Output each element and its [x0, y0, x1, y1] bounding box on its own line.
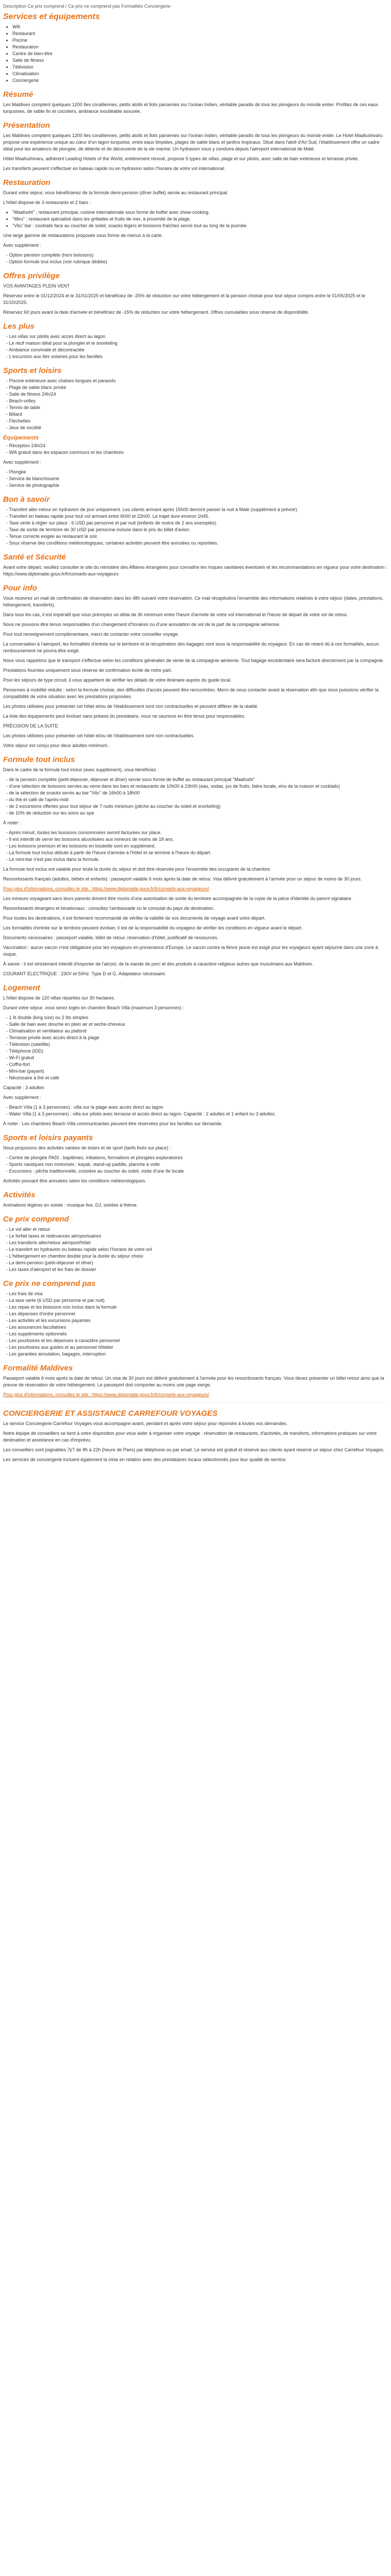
list-item: - Mini-bar (payant): [6, 1069, 44, 1074]
conciergerie-text-4: Les services de conciergerie incluent également la mise en relation avec des prestataires locaux sélectionnés pour leur qualité de service.: [3, 1457, 287, 1462]
list-item: • Centre de bien-être: [12, 50, 388, 57]
pour-info-title: Pour info: [3, 584, 37, 592]
list-item: - Coffre-fort: [6, 1062, 30, 1067]
list-item: - Les suppléments optionnels: [6, 1331, 67, 1336]
restauration-text-4: Avec supplément :: [3, 243, 41, 248]
list-item: - Les activités et les excursions payantes: [6, 1318, 91, 1323]
ne-prix-title: Ce prix ne comprend pas: [3, 1279, 96, 1288]
list-item: - Transfert en bateau rapide pour tout vol arrivant entre 6h00 et 22h00. Le trajet dure environ 1h45.: [6, 514, 209, 519]
list-item: - Billard: [6, 412, 22, 417]
sports-loisirs-list: [3, 1155, 388, 1175]
sports-section: [3, 366, 388, 489]
activites-section: [3, 1191, 388, 1209]
precision-text: Les photos utilisées pour présenter cet hôtel et/ou de l'établissement sont non contractuelles.: [3, 733, 194, 738]
formalites-title: Formalité Maldives: [3, 1364, 73, 1372]
conseils-text: Ressortissants français (adultes, bébés et enfants) : passeport valable 6 mois après la date de retour. Visa délivré gratuitement à l'arrivée pour un séjour de moins de 30 jours.: [3, 876, 362, 882]
list-item: - Climatisation et ventilateur au plafond: [6, 1028, 87, 1033]
sante-section: [3, 553, 388, 578]
ce-prix-title: Ce prix comprend: [3, 1215, 69, 1224]
list-item: - Service de blanchisserie: [6, 476, 60, 481]
restaurants-list: [3, 209, 388, 229]
list-item: - Centre de plongée PADI : baptêmes, initiations, formations et plongées exploratoires: [6, 1155, 183, 1160]
list-item: - Le transfert en hydravion ou bateau rapide selon l'horaire de votre vol: [6, 1247, 152, 1252]
sports-title: Sports et loisirs: [3, 366, 62, 375]
presentation-section: [3, 121, 388, 172]
entree-text-3: Vaccination : aucun vaccin n'est obligatoire pour les voyageurs en provenance d'Europe. Le vaccin contre la fièvre jaune est exigé pour les voyageurs ayant séjourné dans une zone à risque.: [3, 945, 378, 957]
list-item: - 1 lit double (king size) ou 2 lits simples: [6, 1015, 89, 1020]
restauration-title: Restauration: [3, 178, 51, 187]
restauration-options: [3, 252, 388, 265]
list-item: - Option pension complète (hors boissons): [6, 252, 94, 258]
list-item: • Salle de fitness: [12, 57, 388, 64]
cancel-text-2: Nous vous rappelons que le transport s'effectue selon les conditions générales de vente de la compagnie aérienne. Tout bagage excédentaire sera facturé directement par la compagnie.: [3, 658, 384, 663]
pour-info-text-2: Dans tous les cas, il est impératif que vous prévoyiez un délai de 3h minimum entre l'heure d'arrivée de votre vol international et l'heure de départ de votre vol de retour.: [3, 612, 348, 617]
divider: [3, 1402, 388, 1403]
list-item: - Les boissons premium et les boissons en bouteille sont en supplément.: [6, 843, 156, 849]
list-item: - Le mini-bar n'est pas inclus dans la formule.: [6, 857, 100, 862]
list-item: - Les pourboires aux guides et au personnel hôtelier: [6, 1345, 113, 1350]
resume-title: Résumé: [3, 90, 34, 99]
list-item: - de 2 excursions offertes pour tout séjour de 7 nuits minimum (pêche au coucher du soleil et snorkeling): [6, 804, 221, 809]
list-item: - Jeux de société: [6, 425, 42, 430]
presentation-text: Les Maldives comptent quelques 1200 îles coralliennes, petits atolls et îlots parsemés sur l'océan Indien, véritable paradis de tous les plongeurs du monde entier. Le Hotel Maafushivaru propose une expérience unique au cœur d'un lagon turquoise, entre eaux limpides, plages de sable blanc et jardins tropicaux. Situé dans l'atoll d'Ari Sud, l'établissement offre un cadre idéal pour les amateurs de plongée, de détente et de découverte de la vie marine. Un hydravion vous y conduira depuis l'aéroport international de Malé.: [3, 133, 383, 151]
list-item: • Climatisation: [12, 71, 388, 77]
pour-info-text-3: Nous ne pouvons être tenus responsables d'un changement d'horaires ou d'une annulation de vol de la part de la compagnie aérienne.: [3, 622, 281, 627]
list-item: - de 10% de réduction sur les soins au spa: [6, 810, 94, 816]
conciergerie-text-3: Les conseillers sont joignables 7j/7 de 8h à 22h (heure de Paris) par téléphone ou par email. Le service est gratuit et réservé aux clients ayant réservé un séjour chez Carrefour Voyages.: [3, 1447, 385, 1452]
list-item: - Les dépenses d'ordre personnel: [6, 1311, 75, 1316]
entree-text-2: Documents nécessaires : passeport valable, billet de retour, réservation d'hôtel, justificatif de ressources.: [3, 935, 219, 940]
restauration-text-2: L'hôtel dispose de 3 restaurants et 2 bars :: [3, 200, 91, 205]
personnes-text-2: Les photos utilisées pour présenter cet hôtel et/ou de l'établissement sont non contractuelles et peuvent différer de la réalité.: [3, 704, 258, 709]
list-item: - L'excursion aux îles voisines pour les familles: [6, 354, 103, 359]
services-section: [3, 12, 388, 84]
offres-title: Offres privilège: [3, 272, 60, 280]
ce-prix-list: [3, 1226, 388, 1273]
offres-text-2: Réservez 60 jours avant la date d'arrivée et bénéficiez de -15% de réduction sur votre hébergement. Offres cumulables sous réserve de disponibilité.: [3, 310, 309, 315]
list-item: - Les garanties annulation, bagages, interruption: [6, 1351, 106, 1357]
list-item: - Option formule tout inclus (voir rubrique dédiée): [6, 259, 107, 264]
list-item: - Wifi gratuit dans les espaces communs et les chambres: [6, 450, 124, 455]
list-item: - Beach Villa (1 à 3 personnes) : villa sur la plage avec accès direct au lagon: [6, 1105, 164, 1110]
list-item: - Wi-Fi gratuit: [6, 1055, 35, 1060]
presentation-text-2: Hôtel Maafushivaru, adhérent Leading Hotels of the World, entièrement rénové, propose 5 types de villas, plage et sur pilotis, avec salle de bain extérieure et terrasse privée.: [3, 156, 359, 161]
list-item: • Wifi: [12, 24, 388, 30]
a-noter-text: La formule tout inclus est valable pour toute la durée du séjour et doit être réservée pour l'ensemble des occupants de la chambre.: [3, 867, 271, 872]
list-item: - Les frais de visa: [6, 1291, 43, 1296]
plus-title: Les plus: [3, 322, 35, 331]
list-item: - Beach-volley: [6, 398, 36, 403]
list-item: • Télévision: [12, 64, 388, 71]
personnes-text-3: La liste des équipements peut évoluer sans préavis du prestataire, nous ne saurions en être tenus pour responsables.: [3, 714, 246, 719]
logement-list-2: [3, 1104, 388, 1117]
paid-list: [3, 469, 388, 489]
sante-text: Avant votre départ, veuillez consulter le site du ministère des Affaires étrangères pour connaître les risques sanitaires éventuels et les recommandations en vigueur pour votre destination : https://www.diplomatie.gouv.fr/fr/conseils-aux-voyageurs: [3, 565, 387, 577]
pour-info-text: Vous recevrez un mail de confirmation de réservation dans les 48h suivant votre réservation. Ce mail récapitulera l'ensemble des informations relatives à votre séjour (dates, prestations, hébergement, transferts).: [3, 596, 384, 607]
list-item: • "Miru" : restaurant spécialisé dans les grillades et fruits de mer, à proximité de la plage.: [12, 216, 388, 223]
logement-text: L'hôtel dispose de 120 villas réparties sur 30 hectares.: [3, 995, 115, 1001]
list-item: - Fléchettes: [6, 418, 31, 423]
sports-loisirs-text: Nous proposons des activités variées de loisirs et de sport (tarifs fixés sur place) :: [3, 1145, 171, 1150]
list-item: - Plage de sable blanc privée: [6, 385, 67, 390]
conciergerie-text: Le service Conciergerie Carrefour Voyages vous accompagne avant, pendant et après votre séjour pour répondre à toutes vos demandes.: [3, 1421, 288, 1426]
list-item: - Sous réserve des conditions météorologiques, certaines activités peuvent être annulées ou reportées.: [6, 540, 219, 546]
restauration-section: [3, 178, 388, 265]
formalites-link[interactable]: Pour plus d'informations, consultez le site : https://www.diplomatie.gouv.fr/fr/conseils-aux-voyageurs/: [3, 1392, 209, 1397]
resume-section: [3, 90, 388, 115]
formule-text: Dans le cadre de la formule tout inclus (avec supplément), vous bénéficiez :: [3, 767, 159, 772]
logement-title: Logement: [3, 984, 40, 992]
courant-text: COURANT ÉLECTRIQUE : 230V et 50Hz. Type D et G. Adaptateur nécessaire.: [3, 971, 167, 976]
list-item: - Les villas sur pilotis avec accès direct au lagon: [6, 334, 106, 339]
offres-subtitle: VOS AVANTAGES PLEIN VENT: [3, 283, 70, 289]
bon-a-savoir-list: [3, 506, 388, 547]
cancel-text-3: Prestations fournies uniquement sous réserve de confirmation écrite de notre part.: [3, 668, 172, 673]
list-item: - La demi-pension (petit-déjeuner et dîner): [6, 1260, 93, 1265]
logement-text-2: Durant votre séjour, vous serez logés en chambre Beach Villa (maximum 3 personnes) :: [3, 1005, 184, 1010]
list-item: - Service de photographie: [6, 483, 60, 488]
list-item: • Restaurant: [12, 30, 388, 37]
formalites-text: Passeport valable 6 mois après la date de retour. Un visa de 30 jours est délivré gratuitement à l'arrivée pour les ressortissants français. Vous devez présenter un billet retour ainsi que la preuve de réservation de votre hébergement. Le passeport doit comporter au moins une page vierge.: [3, 1376, 384, 1387]
precision-title: PRÉCISION DE LA SUITE: [3, 723, 58, 728]
list-item: - Télévision (satellite): [6, 1042, 50, 1047]
list-item: - du thé et café de l'après-midi: [6, 797, 69, 802]
list-item: • Piscine: [12, 37, 388, 44]
resume-text: Les Maldives comptent quelques 1200 îles coralliennes, petits atolls et îlots parsemés sur l'océan Indien, véritable paradis de tous les plongeurs du monde entier. Profitez de ces eaux turquoises, de sable fin et cocotiers, ambiance inoubliable assurée.: [3, 102, 379, 114]
list-item: - Excursions : pêche traditionnelle, croisière au coucher du soleil, visite d'une île locale: [6, 1168, 184, 1174]
list-item: - La taxe verte (6 USD par personne et par nuit): [6, 1298, 105, 1303]
bon-a-savoir-section: [3, 495, 388, 547]
formalites-section: [3, 1364, 388, 1398]
conciergerie-title: CONCIERGERIE ET ASSISTANCE CARREFOUR VOYAGES: [3, 1409, 218, 1418]
list-item: - Sports nautiques non motorisés : kayak, stand-up paddle, planche à voile: [6, 1162, 160, 1167]
offres-section: [3, 272, 388, 316]
personnes-text: Personnes à mobilité réduite : selon la formule choisie, des difficultés d'accès peuvent être rencontrées. Merci de nous contacter avant la réservation afin que nous puissions vérifier la compatibilité de votre situation avec les prestations proposées.: [3, 687, 379, 699]
list-item: - de la pension complète (petit-déjeuner, déjeuner et dîner) servie sous forme de buffet au restaurant principal "Maafushi": [6, 777, 255, 782]
logement-text-5: À noter : Les chambres Beach Villa communicantes peuvent être réservées pour les familles sur demande.: [3, 1121, 223, 1126]
list-item: - Water Villa (1 à 3 personnes) : villa sur pilotis avec terrasse et accès direct au lagon. Capacité : 2 adultes et 1 enfant ou 3 adultes.: [6, 1111, 276, 1116]
list-item: - Les transferts aller/retour aéroport/hôtel: [6, 1240, 91, 1245]
list-item: - Plongée: [6, 469, 26, 474]
offres-text: Réservez entre le 01/12/2024 et le 31/01/2025 et bénéficiez de -25% de réduction sur votre hébergement et la pension choisie pour tout séjour compris entre le 01/05/2025 et le 31/10/2025.: [3, 293, 365, 305]
paid-title: Avec supplément :: [3, 460, 41, 465]
list-item: - Il est interdit de servir les boissons alcoolisées aux mineurs de moins de 18 ans.: [6, 837, 174, 842]
list-item: - Tenue correcte exigée au restaurant le soir.: [6, 534, 98, 539]
activites-text: Animations légères en soirée : musique live, DJ, soirées à thème.: [3, 1202, 138, 1208]
list-item: • Conciergerie: [12, 77, 388, 84]
a-noter-label: À noter :: [3, 820, 21, 825]
list-item: - Téléphone (IDD): [6, 1048, 43, 1054]
precision-text-2: Votre séjour est conçu pour deux adultes minimum.: [3, 743, 109, 748]
a-noter-list: [3, 829, 388, 863]
sante-title: Santé et Sécurité: [3, 553, 66, 562]
restauration-text-3: Une large gamme de restaurations proposée sous forme de menus à la carte.: [3, 233, 163, 238]
pour-info-text-4: Pour tout renseignement complémentaire, merci de contacter votre conseiller voyage.: [3, 632, 180, 637]
list-item: - Les pourboires et les dépenses à caractère personnel: [6, 1338, 120, 1343]
bon-a-savoir-title: Bon à savoir: [3, 495, 50, 504]
list-item: - Le vol aller et retour: [6, 1227, 51, 1232]
conseils-text-2[interactable]: Pour plus d'informations, consultez le site : https://www.diplomatie.gouv.fr/fr/conseils-aux-voyageurs/: [3, 886, 209, 891]
list-item: - Le récif maison idéal pour la plongée et le snorkeling: [6, 341, 118, 346]
formule-title: Formule tout inclus: [3, 755, 75, 764]
conciergerie-text-2: Notre équipe de conseillers se tient à votre disposition pour vous aider à organiser votre voyage : réservation de restaurants, d'activités, de transferts, informations pratiques sur votre destination et assistance en cas d'imprévu.: [3, 1431, 377, 1443]
sports-loisirs-title: Sports et loisirs payants: [3, 1133, 93, 1142]
list-item: - de la sélection de snacks servis au bar "Vilu" de 16h00 à 18h00: [6, 790, 140, 795]
equipements-list: [3, 443, 388, 456]
breadcrumb: Description Ce prix comprend / Ce prix ne comprend pas Formalités Conciergerie: [3, 4, 171, 9]
entree-text-4: À savoir : il est strictement interdit d'importer de l'alcool, de la viande de porc et des produits à caractère religieux autres que musulmans aux Maldives.: [3, 961, 314, 967]
formule-section: [3, 755, 388, 977]
list-item: - Les repas et les boissons non inclus dans la formule: [6, 1304, 117, 1310]
list-item: - Nécessaire à thé et café: [6, 1075, 59, 1080]
logement-section: [3, 984, 388, 1127]
presentation-text-3: Les transferts peuvent s'effectuer en bateau rapide ou en hydravion selon l'horaire de votre vol international.: [3, 166, 225, 171]
services-title: Services et équipements: [3, 12, 100, 21]
plus-list: [3, 333, 388, 360]
equipements-title: Équipements: [3, 435, 39, 441]
list-item: - Taxe de sortie de territoire de 30 USD par personne incluse dans le prix du billet d'avion.: [6, 527, 191, 532]
list-item: - Terrasse privée avec accès direct à la plage: [6, 1035, 100, 1040]
logement-text-4: Avec supplément :: [3, 1095, 41, 1100]
list-item: - Tennis de table: [6, 405, 40, 410]
conseils-text-4: Ressortissants étrangers et binationaux : consultez l'ambassade ou le consulat du pays de destination.: [3, 906, 215, 911]
ne-prix-section: [3, 1279, 388, 1358]
list-item: - L'hébergement en chambre double pour la durée du séjour choisi: [6, 1253, 143, 1259]
list-item: - Les taxes d'aéroport et les frais de dossier: [6, 1267, 96, 1272]
conciergerie-section: [3, 1409, 388, 1463]
presentation-title: Présentation: [3, 121, 50, 130]
list-item: - Salle de fitness 24h/24: [6, 392, 56, 397]
sports-loisirs-text-2: Activités pouvant être annulées selon les conditions météorologiques.: [3, 1178, 146, 1183]
activites-title: Activités: [3, 1191, 36, 1199]
pour-info-section: [3, 584, 388, 749]
restauration-text: Durant votre séjour, vous bénéficierez de la formule demi-pension (dîner buffet) servie au restaurant principal.: [3, 190, 229, 195]
plus-section: [3, 322, 388, 360]
logement-list: [3, 1014, 388, 1081]
list-item: - Taxe verte à régler sur place : 6 USD par personne et par nuit (enfants de moins de 2 ans exemptés).: [6, 520, 218, 526]
conseils-text-3: Les mineurs voyageant sans leurs parents doivent être munis d'une autorisation de sortie du territoire accompagnée de la copie de la pièce d'identité du parent signataire.: [3, 896, 353, 901]
ne-prix-list: [3, 1291, 388, 1358]
formule-list: [3, 776, 388, 817]
sports-loisirs-section: [3, 1133, 388, 1184]
cancel-text: La conversation à l'aéroport, les formalités d'entrée sur le territoire et la récupération des bagages sont sous la responsabilité du voyageur. En cas de retard dû à ces formalités, aucun remboursement ne pourra être exigé.: [3, 641, 379, 653]
logement-text-3: Capacité : 3 adultes: [3, 1085, 44, 1090]
entree-text: Les formalités d'entrée sur le territoire peuvent évoluer, il est de la responsabilité du voyageur de vérifier les conditions en vigueur avant le départ.: [3, 925, 303, 930]
list-item: - Réception 24h/24: [6, 443, 46, 448]
list-item: - Salle de bain avec douche en plein air et seche-cheveux: [6, 1022, 125, 1027]
list-item: - Ambiance conviviale et décontractée: [6, 347, 85, 352]
sports-list: [3, 378, 388, 431]
cancel-text-4: Pour les séjours de type circuit, il vous appartient de vérifier les détails de votre itinéraire auprès du guide local.: [3, 677, 232, 683]
list-item: - Après minuit, toutes les boissons consommées seront facturées sur place.: [6, 830, 162, 835]
conseils-text-5: Pour toutes les destinations, il est fortement recommandé de vérifier la validité de vos documents de voyage avant votre départ.: [3, 916, 266, 921]
list-item: • "Maafushi" : restaurant principal, cuisine internationale sous forme de buffet avec show-cooking.: [12, 209, 388, 216]
list-item: - Le forfait taxes et redevances aéroportuaires: [6, 1233, 102, 1239]
ce-prix-section: [3, 1215, 388, 1273]
list-item: - d'une sélection de boissons servies au verre dans les bars et restaurants de 10h00 à 23h00 (eau, sodas, jus de fruits, bière locale, vins de la maison et cocktails): [6, 784, 340, 789]
services-list: [3, 24, 388, 84]
list-item: - Les assurances facultatives: [6, 1325, 67, 1330]
list-item: • "Vilu" bar : cocktails face au coucher de soleil, snacks légers et boissons fraîches servis tout au long de la journée.: [12, 223, 388, 229]
list-item: - La formule tout inclus débute à partir de l'heure d'arrivée à l'hôtel et se termine à l'heure du départ.: [6, 850, 211, 855]
list-item: • Restauration: [12, 44, 388, 50]
list-item: - Piscine extérieure avec chaises longues et parasols: [6, 378, 116, 383]
list-item: - Transfert aller-retour en hydravion de jour uniquement. Les clients arrivant après 15h00 devront passer la nuit à Malé (supplément à prévoir).: [6, 507, 299, 512]
